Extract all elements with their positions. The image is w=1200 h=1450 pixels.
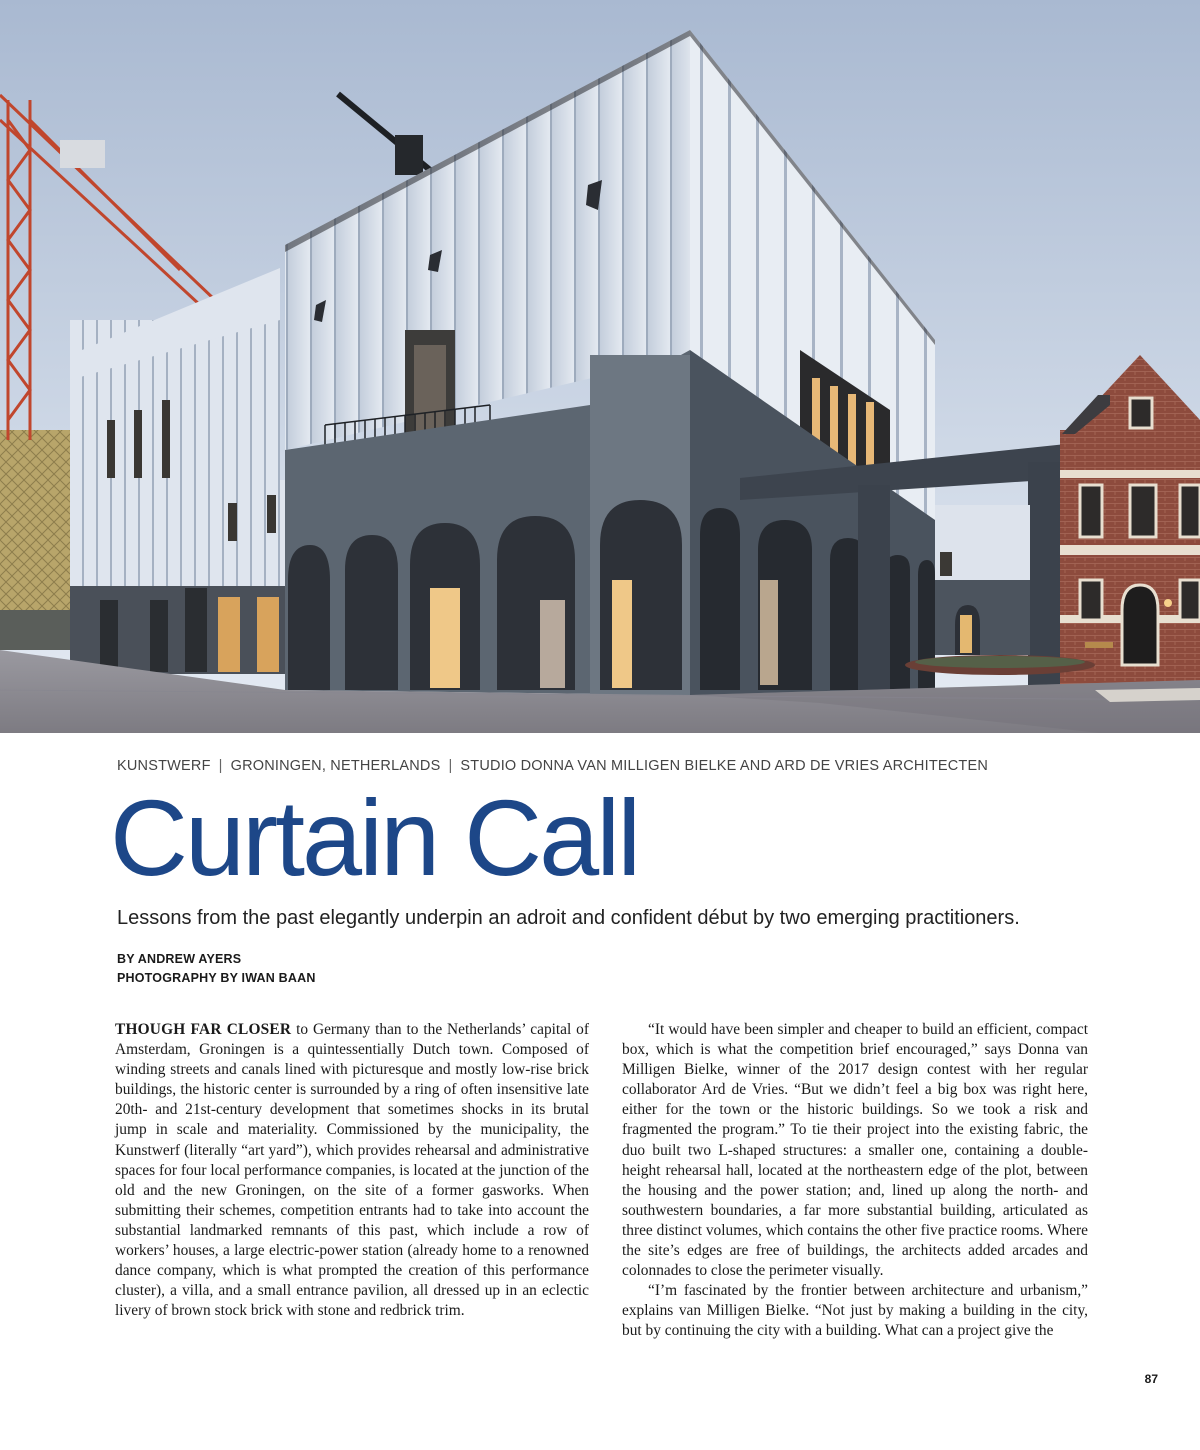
kicker-architects: STUDIO DONNA VAN MILLIGEN BIELKE AND ARD DE VRIES ARCHITECTEN <box>460 758 989 774</box>
byline <box>117 950 316 988</box>
photo-credit: PHOTOGRAPHY BY IWAN BAAN <box>117 971 316 985</box>
article-title: Curtain Call <box>110 777 639 898</box>
body-column-left <box>115 1020 589 1321</box>
kicker <box>117 758 1117 774</box>
kicker-separator: | <box>448 758 453 774</box>
body-paragraph: “It would have been simpler and cheaper to build an efficient, compact box, which is what the competition brief encouraged,” says Donna van Milligen Bielke, winner of the 2017 design contest with her regular collaborator Ard de Vries. “But we didn’t feel a big box was right here, either for the town or the historic buildings. So we took a risk and fragmented the program.” To tie their project into the existing fabric, the duo built two L-shaped structures: a smaller one, containing a double-height rehearsal hall, located at the northeastern edge of the plot, between the housing and the power station; and, lined up along the north- and southwestern boundaries, a far more substantial building, articulated as three distinct volumes, which contains the other five practice rooms. Where the site’s edges are free of buildings, the architects added arcades and colonnades to close the perimeter visually. <box>622 1021 1088 1280</box>
body-paragraph <box>115 1020 589 1321</box>
kicker-project: KUNSTWERF <box>117 758 211 774</box>
body-paragraph: “I’m fascinated by the frontier between architecture and urbanism,” explains van Milligen Bielke. “Not just by making a building in the city, but by continuing the city with a building. What can a project give the <box>622 1282 1088 1340</box>
body-text: to Germany than to the Netherlands’ capital of Amsterdam, Groningen is a quintessentially Dutch town. Composed of winding streets and canals lined with picturesque and mostly low-rise brick buildings, the historic center is surrounded by a ring of often insensitive late 20th- and 21st-century development that sometimes shocks in its brutal jump in scale and materiality. Commissioned by the municipality, the Kunstwerf (literally “art yard”), which provides rehearsal and administrative spaces for four local performance companies, is located at the junction of the old and the new Groningen, on the site of a former gasworks. When submitting their schemes, competition entrants had to take into account the substantial landmarked remnants of this past, which include a row of workers’ houses, a large electric-power station (already home to a renowned dance company, which is what prompted the creation of this performance cluster), a villa, and a small entrance pavilion, all dressed up in an eclectic livery of brown stock brick with stone and redbrick trim. <box>115 1021 589 1320</box>
kicker-location: GRONINGEN, NETHERLANDS <box>230 758 441 774</box>
kicker-separator: | <box>218 758 223 774</box>
body-column-right <box>622 1020 1088 1342</box>
article-dek: Lessons from the past elegantly underpin an adroit and confident début by two emerging practitioners. <box>117 907 1020 929</box>
lead-in: THOUGH FAR CLOSER <box>115 1021 292 1038</box>
page-number: 87 <box>1144 1372 1158 1386</box>
author-credit: BY ANDREW AYERS <box>117 952 242 966</box>
